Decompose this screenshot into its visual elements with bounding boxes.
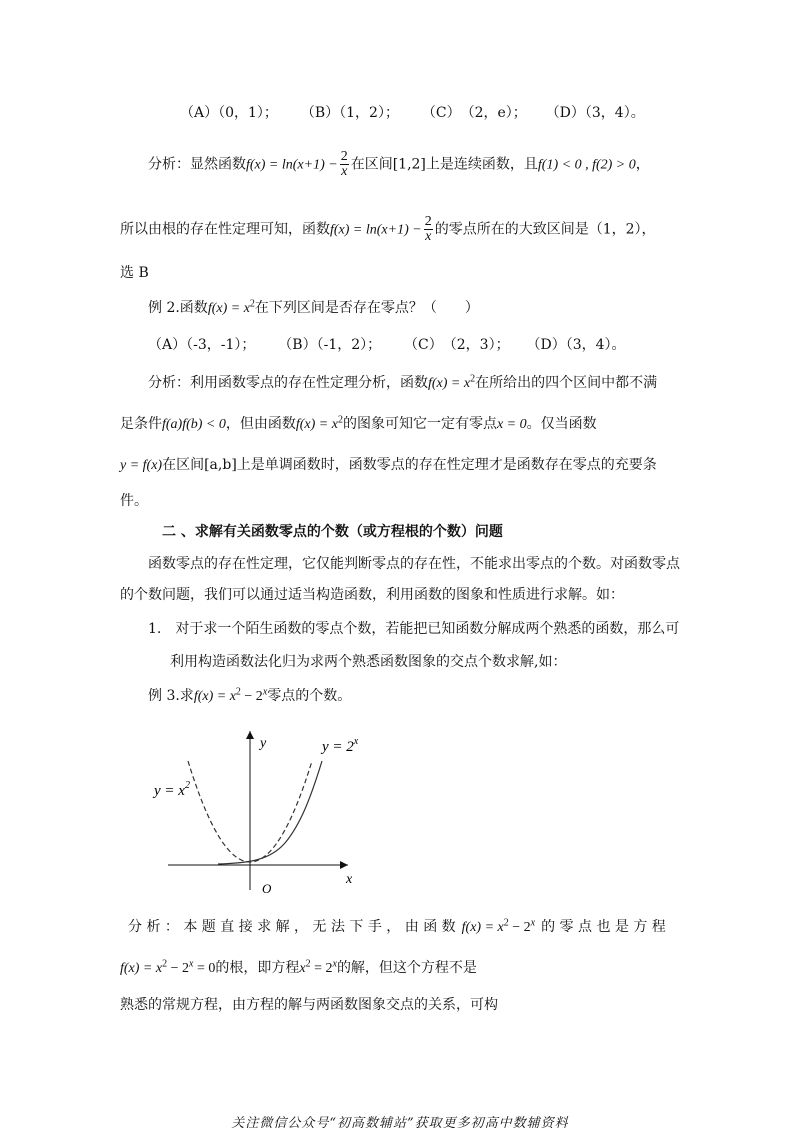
fraction: $\frac{2}{x}$ bbox=[424, 214, 432, 244]
analysis-1-line-1: 分析：显然函数f(x) = ln(x+1) − $\frac{2}{x}$ 在区间[1,2]上是连续函数，且f(1) < 0 , f(2) > 0， bbox=[148, 149, 650, 179]
y-axis-label: y bbox=[260, 736, 267, 751]
math-condition: f(1) < 0 , f(2) > 0 bbox=[537, 157, 636, 173]
example-3: 例 3.求$f(x) = x^2 - 2^x$零点的个数。 bbox=[148, 686, 352, 704]
footer-note: 关注微信公众号“初高数辅站”获取更多初高中数辅资料 bbox=[231, 1116, 569, 1131]
section-paragraph-line-1: 函数零点的存在性定理，它仅能判断零点的存在性，不能求出零点的个数。对函数零点 bbox=[148, 556, 680, 572]
section-paragraph-line-2: 的个数问题，我们可以通过适当构造函数，利用函数的图象和性质进行求解。如： bbox=[120, 587, 624, 603]
label-y-eq-2-pow-x: $y = 2^x$ bbox=[322, 736, 359, 755]
option-d: （D）（3，4）。 bbox=[545, 105, 645, 121]
analysis-2-line-4: 件。 bbox=[120, 493, 148, 509]
analysis-3-line-2: $f(x) = x^2 - 2^x = 0$的根，即方程$x^2 = 2^x$的解，但这个方程不是 bbox=[120, 958, 477, 976]
curve-y-eq-2-pow-x bbox=[218, 761, 322, 864]
option-c: （C） （2，e）； bbox=[421, 105, 527, 121]
list-item-1-line-1: 1. 对于求一个陌生函数的零点个数，若能把已知函数分解成两个熟悉的函数，那么可 bbox=[148, 621, 680, 637]
analysis-2-line-1: 分析：利用函数零点的存在性定理分析，函数$f(x) = x^2$在所给出的四个区间中都不满 bbox=[148, 373, 658, 391]
label-y-eq-x-squared: $y = x^2$ bbox=[154, 780, 190, 799]
option-b: （B）（1，2）； bbox=[300, 105, 399, 121]
analysis-1-line-3: 选 B bbox=[120, 265, 149, 281]
y-axis-arrow bbox=[246, 731, 254, 739]
analysis-2-line-3: y = f(x)在区间[a,b]上是单调函数时，函数零点的存在性定理才是函数存在零点的充要条 bbox=[120, 457, 657, 473]
option-c: （C） （2，3）； bbox=[404, 337, 510, 353]
option-a: （A）（0，1）； bbox=[180, 105, 278, 121]
options-row-1 bbox=[180, 102, 645, 124]
analysis-3-line-1: 分 析 ： 本 题 直 接 求 解 ， 无 法 下 手 ， 由 函 数 $f(x) = x^2 - 2^x$ 的 零 点 也 是 方 程 bbox=[128, 917, 666, 935]
option-a: （A）（-3，-1）； bbox=[148, 337, 256, 353]
fraction: $\frac{2}{x}$ bbox=[340, 149, 348, 179]
list-item-1-line-2: 利用构造函数法化归为求两个熟悉函数图象的交点个数求解,如： bbox=[170, 654, 567, 670]
analysis-3-line-3: 熟悉的常规方程，由方程的解与两函数图象交点的关系，可构 bbox=[120, 997, 498, 1013]
section-heading: 二 、求解有关函数零点的个数（或方程根的个数）问题 bbox=[162, 524, 503, 540]
function-graph bbox=[140, 725, 370, 900]
options-row-2 bbox=[148, 334, 626, 356]
option-d: （D）（3，4）。 bbox=[526, 337, 626, 353]
origin-label: O bbox=[262, 881, 272, 896]
x-axis-label: x bbox=[346, 872, 353, 887]
example-2: 例 2.函数$f(x) = x^2$在下列区间是否存在零点？（ ） bbox=[148, 298, 479, 316]
x-axis-arrow bbox=[340, 861, 348, 869]
math-ln-function: f(x) = ln(x+1) − bbox=[246, 157, 338, 173]
analysis-2-line-2: 足条件f(a)f(b) < 0，但由函数$f(x) = x^2$的图象可知它一定有零点x = 0。仅当函数 bbox=[120, 414, 597, 432]
analysis-1-line-2: 所以由根的存在性定理可知，函数f(x) = ln(x+1) − $\frac{2}{x}$ 的零点所在的大致区间是（1，2）， bbox=[120, 214, 656, 244]
math-ln-function: f(x) = ln(x+1) − bbox=[330, 222, 422, 238]
option-b: （B）（-1，2）； bbox=[278, 337, 382, 353]
